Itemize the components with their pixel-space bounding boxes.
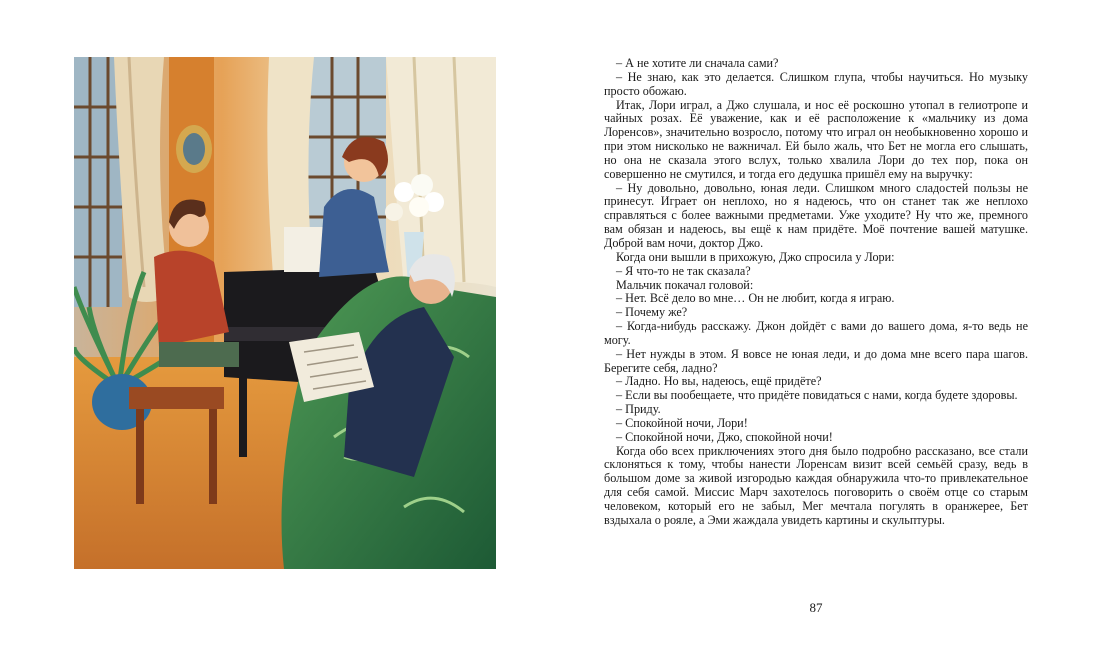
paragraph: – Нет нужды в этом. Я вовсе не юная леди, и до дома мне всего пара шагов. Берегите себя, ладно? bbox=[604, 346, 1028, 375]
book-illustration bbox=[74, 57, 496, 569]
paragraph: – Ладно. Но вы, надеюсь, ещё придёте? bbox=[616, 374, 822, 389]
paragraph: – Спокойной ночи, Лори! bbox=[616, 415, 748, 430]
illustration-piano-scene bbox=[74, 57, 496, 569]
paragraph: – Нет. Всё дело во мне… Он не любит, когда я играю. bbox=[616, 291, 895, 306]
paragraph: Итак, Лори играл, а Джо слушала, и нос её роскошно утопал в гелиотропе и чайных розах. Её уважение, как и её расположение к «мальчику из дома Лоренсов», значительно возросло, потому что играл он необыкновенно хорошо и при этом нисколько не важничал. Ей было жаль, что Бет не могла его слышать, но она не сказала этого вслух, только хвалила Лори до тех пор, пока он совершенно не смутился, и тогда его дедушка пришёл ему на выручку: bbox=[604, 97, 1028, 181]
page-number-container bbox=[0, 600, 1100, 616]
paragraph: – Когда-нибудь расскажу. Джон дойдёт с вами до вашего дома, я-то ведь не могу. bbox=[604, 319, 1028, 347]
paragraph: – Я что-то не так сказала? bbox=[616, 263, 751, 278]
paragraph: Мальчик покачал головой: bbox=[616, 277, 754, 292]
paragraph: Когда обо всех приключениях этого дня было подробно рассказано, все стали склоняться к тому, чтобы нанести Лоренсам визит всей семьёй сразу, ведь в большом доме за живой изгородью каждая обнаружила что-то привлекательное для себя самой. Миссис Марч захотелось поговорить о своём отце со старым человеком, который его не забыл, Мег мечтала погулять в оранжерее, Бет вздыхала о рояле, а Эми жаждала увидеть картины и скульптуры. bbox=[604, 443, 1028, 527]
paragraph: – Приду. bbox=[616, 402, 661, 417]
paragraph: – Не знаю, как это делается. Слишком глупа, чтобы научиться. Но музыку просто обожаю. bbox=[604, 69, 1028, 98]
page-number: 87 bbox=[809, 600, 823, 615]
paragraph: – А не хотите ли сначала сами? bbox=[616, 56, 779, 70]
body-text bbox=[604, 57, 1028, 528]
paragraph: – Спокойной ночи, Джо, спокойной ночи! bbox=[616, 429, 833, 444]
paragraph: – Ну довольно, довольно, юная леди. Слишком много сладостей пользы не принесут. Играет он неплохо, но я надеюсь, что он станет так же неплохо справляться с более важными предметами. Уже уходите? Ну что же, премного вам обязан и надеюсь, вы ещё к нам придёте. Моё почтение вашей матушке. Доброй вам ночи, доктор Джо. bbox=[604, 180, 1028, 250]
paragraph: – Если вы пообещаете, что придёте повидаться с нами, когда будете здоровы. bbox=[616, 388, 1018, 403]
paragraph: – Почему же? bbox=[616, 305, 688, 320]
paragraph: Когда они вышли в прихожую, Джо спросила у Лори: bbox=[616, 249, 895, 264]
